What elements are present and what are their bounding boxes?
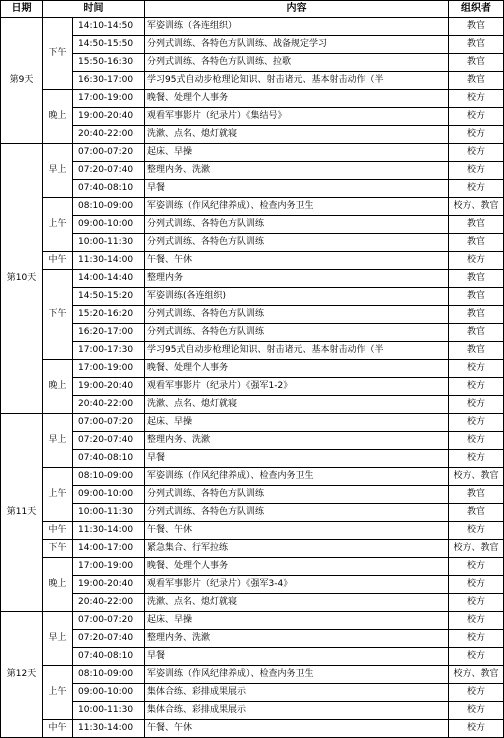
org-cell: 校方 <box>449 558 504 576</box>
org-cell: 校方 <box>449 648 504 666</box>
org-cell: 教官 <box>449 216 504 234</box>
org-cell: 教官 <box>449 324 504 342</box>
time-cell: 17:00-19:00 <box>73 90 145 108</box>
org-cell: 教官 <box>449 504 504 522</box>
content-cell: 集体合练、彩排成果展示 <box>145 684 449 702</box>
org-cell: 教官 <box>449 486 504 504</box>
content-cell: 分列式训练、各特色方队训练、战备规定学习 <box>145 36 449 54</box>
org-cell: 校方、教官 <box>449 540 504 558</box>
time-cell: 14:00-14:40 <box>73 270 145 288</box>
table-row <box>1 558 504 576</box>
period-cell: 早上 <box>43 414 73 468</box>
org-cell: 教官 <box>449 342 504 360</box>
table-row <box>1 522 504 540</box>
time-cell: 10:00-11:30 <box>73 234 145 252</box>
time-cell: 16:20-17:00 <box>73 324 145 342</box>
header-content: 内容 <box>145 1 449 18</box>
org-cell: 教官 <box>449 288 504 306</box>
table-row <box>1 576 504 594</box>
table-row <box>1 216 504 234</box>
table-row <box>1 540 504 558</box>
period-cell: 上午 <box>43 198 73 252</box>
content-cell: 分列式训练、各特色方队训练 <box>145 234 449 252</box>
org-cell: 校方、教官 <box>449 468 504 486</box>
time-cell: 16:30-17:00 <box>73 72 145 90</box>
table-row <box>1 684 504 702</box>
content-cell: 分列式训练、各特色方队训练 <box>145 486 449 504</box>
time-cell: 10:00-11:30 <box>73 504 145 522</box>
day-cell: 第11天 <box>1 414 43 612</box>
table-row <box>1 720 504 738</box>
time-cell: 08:10-09:00 <box>73 666 145 684</box>
content-cell: 军姿训练（作风纪律养成）、检查内务卫生 <box>145 198 449 216</box>
time-cell: 07:20-07:40 <box>73 162 145 180</box>
content-cell: 整理内务、洗漱 <box>145 432 449 450</box>
content-cell: 军姿训练(各连组织) <box>145 288 449 306</box>
time-cell: 14:50-15:20 <box>73 288 145 306</box>
time-cell: 17:00-17:30 <box>73 342 145 360</box>
time-cell: 11:30-14:00 <box>73 720 145 738</box>
time-cell: 15:20-16:20 <box>73 306 145 324</box>
time-cell: 19:00-20:40 <box>73 108 145 126</box>
table-row <box>1 162 504 180</box>
time-cell: 09:00-10:00 <box>73 684 145 702</box>
header-day: 日期 <box>1 1 43 18</box>
period-cell: 下午 <box>43 540 73 558</box>
org-cell: 校方 <box>449 630 504 648</box>
header-org: 组织者 <box>449 1 504 18</box>
org-cell: 校方 <box>449 144 504 162</box>
time-cell: 07:20-07:40 <box>73 432 145 450</box>
time-cell: 09:00-10:00 <box>73 486 145 504</box>
time-cell: 14:10-14:50 <box>73 18 145 36</box>
content-cell: 集体合练、彩排成果展示 <box>145 702 449 720</box>
org-cell: 校方 <box>449 378 504 396</box>
table-row <box>1 288 504 306</box>
table-row <box>1 342 504 360</box>
time-cell: 07:40-08:10 <box>73 450 145 468</box>
content-cell: 晚餐、处理个人事务 <box>145 90 449 108</box>
content-cell: 观看军事影片（纪录片）《强军3-4》 <box>145 576 449 594</box>
content-cell: 洗漱、点名、熄灯就寝 <box>145 396 449 414</box>
table-row <box>1 666 504 684</box>
table-row <box>1 594 504 612</box>
period-cell: 中午 <box>43 720 73 738</box>
table-row <box>1 504 504 522</box>
content-cell: 起床、早操 <box>145 144 449 162</box>
table-row <box>1 72 504 90</box>
table-row <box>1 108 504 126</box>
table-row <box>1 702 504 720</box>
org-cell: 校方 <box>449 432 504 450</box>
time-cell: 20:40-22:00 <box>73 594 145 612</box>
table-row <box>1 270 504 288</box>
time-cell: 19:00-20:40 <box>73 378 145 396</box>
time-cell: 07:40-08:10 <box>73 180 145 198</box>
org-cell: 校方 <box>449 576 504 594</box>
org-cell: 教官 <box>449 270 504 288</box>
table-row <box>1 144 504 162</box>
content-cell: 分列式训练、各特色方队训练 <box>145 324 449 342</box>
time-cell: 15:50-16:30 <box>73 54 145 72</box>
org-cell: 教官 <box>449 18 504 36</box>
table-row <box>1 54 504 72</box>
content-cell: 午餐、午休 <box>145 720 449 738</box>
org-cell: 教官 <box>449 306 504 324</box>
org-cell: 校方 <box>449 360 504 378</box>
period-cell: 中午 <box>43 252 73 270</box>
table-row <box>1 18 504 36</box>
period-cell: 早上 <box>43 144 73 198</box>
table-row <box>1 468 504 486</box>
org-cell: 教官 <box>449 72 504 90</box>
period-cell: 中午 <box>43 522 73 540</box>
content-cell: 早餐 <box>145 180 449 198</box>
time-cell: 09:00-10:00 <box>73 216 145 234</box>
content-cell: 早餐 <box>145 648 449 666</box>
period-cell: 上午 <box>43 666 73 720</box>
content-cell: 起床、早操 <box>145 612 449 630</box>
content-cell: 分列式训练、各特色方队训练 <box>145 504 449 522</box>
org-cell: 校方 <box>449 180 504 198</box>
time-cell: 20:40-22:00 <box>73 126 145 144</box>
table-row <box>1 612 504 630</box>
period-cell: 晚上 <box>43 360 73 414</box>
org-cell: 校方 <box>449 702 504 720</box>
table-row <box>1 180 504 198</box>
table-row <box>1 630 504 648</box>
header-time: 时间 <box>43 1 145 18</box>
time-cell: 17:00-19:00 <box>73 360 145 378</box>
org-cell: 校方 <box>449 162 504 180</box>
org-cell: 校方、教官 <box>449 666 504 684</box>
time-cell: 17:00-19:00 <box>73 558 145 576</box>
content-cell: 紧急集合、行军拉练 <box>145 540 449 558</box>
content-cell: 分列式训练、各特色方队训练、拉歌 <box>145 54 449 72</box>
day-cell: 第12天 <box>1 612 43 738</box>
table-row <box>1 126 504 144</box>
time-cell: 19:00-20:40 <box>73 576 145 594</box>
period-cell: 早上 <box>43 612 73 666</box>
time-cell: 14:00-17:00 <box>73 540 145 558</box>
day-cell: 第10天 <box>1 144 43 414</box>
content-cell: 起床、早操 <box>145 414 449 432</box>
time-cell: 11:30-14:00 <box>73 522 145 540</box>
time-cell: 07:00-07:20 <box>73 414 145 432</box>
content-cell: 分列式训练、各特色方队训练 <box>145 216 449 234</box>
org-cell: 校方 <box>449 612 504 630</box>
content-cell: 洗漱、点名、熄灯就寝 <box>145 594 449 612</box>
period-cell: 下午 <box>43 18 73 90</box>
period-cell: 下午 <box>43 270 73 360</box>
content-cell: 早餐 <box>145 450 449 468</box>
time-cell: 08:10-09:00 <box>73 468 145 486</box>
org-cell: 校方 <box>449 414 504 432</box>
content-cell: 军姿训练（作风纪律养成）、检查内务卫生 <box>145 666 449 684</box>
table-row <box>1 414 504 432</box>
content-cell: 晚餐、处理个人事务 <box>145 360 449 378</box>
org-cell: 校方 <box>449 252 504 270</box>
org-cell: 教官 <box>449 54 504 72</box>
schedule-body <box>1 18 504 738</box>
org-cell: 校方 <box>449 450 504 468</box>
time-cell: 07:20-07:40 <box>73 630 145 648</box>
org-cell: 校方 <box>449 720 504 738</box>
content-cell: 整理内务 <box>145 270 449 288</box>
content-cell: 整理内务、洗漱 <box>145 162 449 180</box>
table-row <box>1 648 504 666</box>
table-row <box>1 450 504 468</box>
table-row <box>1 486 504 504</box>
table-row <box>1 198 504 216</box>
table-row <box>1 378 504 396</box>
org-cell: 校方 <box>449 522 504 540</box>
content-cell: 学习95式自动步枪理论知识、射击诸元、基本射击动作（半 <box>145 72 449 90</box>
table-row <box>1 324 504 342</box>
content-cell: 观看军事影片（纪录片）《集结号》 <box>145 108 449 126</box>
org-cell: 校方 <box>449 594 504 612</box>
time-cell: 14:50-15:50 <box>73 36 145 54</box>
period-cell: 上午 <box>43 468 73 522</box>
table-row <box>1 234 504 252</box>
org-cell: 教官 <box>449 234 504 252</box>
header-row <box>1 1 504 18</box>
table-row <box>1 396 504 414</box>
content-cell: 军姿训练（作风纪律养成）、检查内务卫生 <box>145 468 449 486</box>
time-cell: 07:40-08:10 <box>73 648 145 666</box>
content-cell: 晚餐、处理个人事务 <box>145 558 449 576</box>
org-cell: 校方 <box>449 108 504 126</box>
table-row <box>1 432 504 450</box>
table-row <box>1 36 504 54</box>
content-cell: 午餐、午休 <box>145 252 449 270</box>
table-row <box>1 360 504 378</box>
time-cell: 08:10-09:00 <box>73 198 145 216</box>
content-cell: 观看军事影片（纪录片）《强军1-2》 <box>145 378 449 396</box>
org-cell: 教官 <box>449 36 504 54</box>
period-cell: 晚上 <box>43 90 73 144</box>
time-cell: 10:00-11:30 <box>73 702 145 720</box>
content-cell: 午餐、午休 <box>145 522 449 540</box>
time-cell: 07:00-07:20 <box>73 612 145 630</box>
org-cell: 校方、教官 <box>449 198 504 216</box>
org-cell: 校方 <box>449 396 504 414</box>
content-cell: 学习95式自动步枪理论知识、射击诸元、基本射击动作（半 <box>145 342 449 360</box>
content-cell: 军姿训练（各连组织） <box>145 18 449 36</box>
period-cell: 晚上 <box>43 558 73 612</box>
content-cell: 洗漱、点名、熄灯就寝 <box>145 126 449 144</box>
org-cell: 校方 <box>449 126 504 144</box>
time-cell: 20:40-22:00 <box>73 396 145 414</box>
day-cell: 第9天 <box>1 18 43 144</box>
org-cell: 校方 <box>449 684 504 702</box>
org-cell: 校方 <box>449 90 504 108</box>
table-row <box>1 252 504 270</box>
table-row <box>1 306 504 324</box>
content-cell: 整理内务、洗漱 <box>145 630 449 648</box>
time-cell: 11:30-14:00 <box>73 252 145 270</box>
content-cell: 分列式训练、各特色方队训练 <box>145 306 449 324</box>
time-cell: 07:00-07:20 <box>73 144 145 162</box>
table-row <box>1 90 504 108</box>
